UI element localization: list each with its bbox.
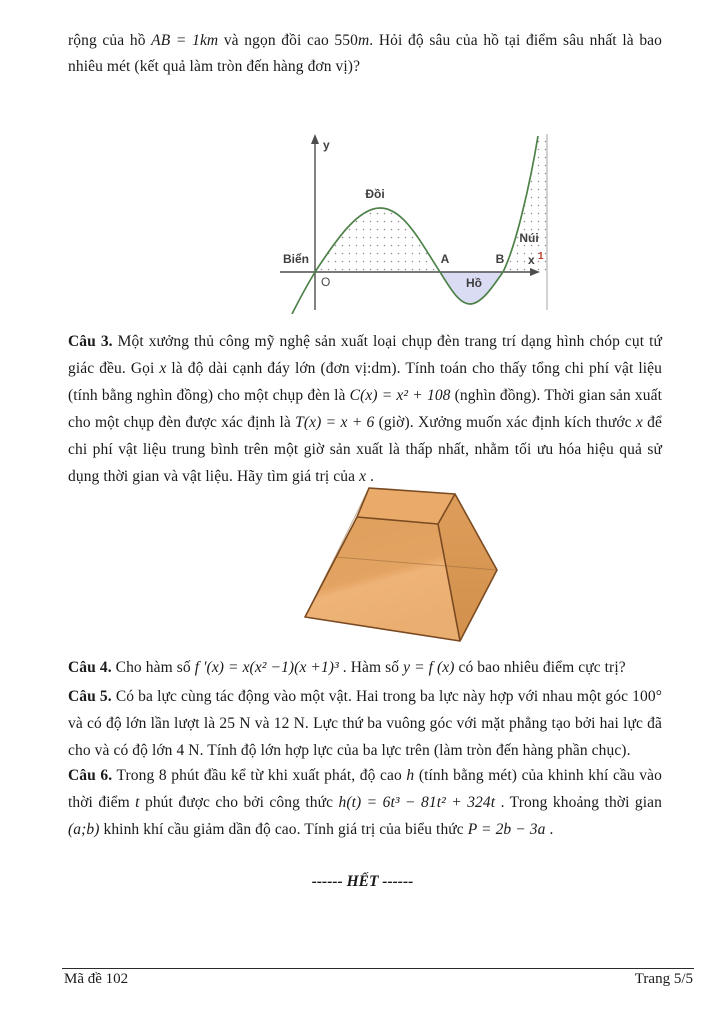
terrain-graph — [278, 132, 550, 314]
mountain-label: Núi — [519, 231, 539, 245]
question-3: Câu 3. Một xưởng thủ công mỹ nghệ sản xuất loại chụp đèn trang trí dạng hình chóp cụt tứ giác đều. Gọi x là độ dài cạnh đáy lớn (đơn vị:dm). Tính toán cho thấy tổng chi phí vật liệu (tính bằng nghìn đồng) cho một chụp đèn là C(x) = x² + 108 (nghìn đồng). Thời gian sản xuất cho một chụp đèn được xác định là T(x) = x + 6 (giờ). Xưởng muốn xác định kích thước x để chi phí vật liệu trung bình trên một giờ sản xuất là thấp nhất, nhằm tối ưu hóa hiệu quả sử dụng thời gian và vật liệu. Hãy tìm giá trị của x . — [68, 333, 663, 485]
hill-label: Đồi — [365, 187, 385, 201]
lake-label: Hồ — [466, 276, 482, 290]
end-marker: ------ HẾT ------ — [311, 873, 414, 890]
x-axis-label: x — [528, 253, 535, 267]
hill-dotted-region — [315, 208, 440, 272]
x-tick-1: 1 — [538, 251, 544, 262]
y-axis-arrow — [311, 134, 319, 144]
footer-page-number: Trang 5/5 — [634, 971, 693, 987]
question-6: Câu 6. Trong 8 phút đầu kể từ khi xuất phát, độ cao h (tính bằng mét) của khinh khí cầu vào thời điểm t phút được cho bởi công thức h(t) = 6t³ − 81t² + 324t . Trong khoảng thời gian (a;b) khinh khí cầu giảm dần độ cao. Tính giá trị của biểu thức P = 2b − 3a . — [68, 767, 662, 838]
frustum-front-face — [305, 517, 460, 641]
frustum-figure — [300, 472, 510, 652]
y-axis-label: y — [323, 138, 330, 152]
question-5: Câu 5. Có ba lực cùng tác động vào một vật. Hai trong ba lực này hợp với nhau một góc 100° và có độ lớn lần lượt là 25 N và 12 N. Lực thứ ba vuông góc với mặt phẳng tạo bởi hai lực đã cho và có độ lớn 4 N. Tính độ lớn hợp lực của ba lực trên (làm tròn đến hàng phần chục). — [68, 688, 662, 759]
footer-rule — [62, 968, 694, 969]
point-b-label: B — [495, 252, 505, 266]
question-4: Câu 4. Cho hàm số f ′(x) = x(x² −1)(x +1)³ . Hàm số y = f (x) có bao nhiêu điểm cực trị? — [68, 659, 626, 676]
origin-label: O — [321, 275, 331, 289]
footer-exam-code: Mã đề 102 — [64, 971, 129, 987]
point-a-label: A — [440, 252, 450, 266]
terrain-graph-figure — [278, 132, 550, 314]
frustum-illustration — [300, 472, 510, 652]
intro-paragraph: rộng của hồ AB = 1km và ngọn đồi cao 550m. Hỏi độ sâu của hồ tại điểm sâu nhất là bao nhiêu mét (kết quả làm tròn đến hàng đơn vị)? — [68, 32, 663, 75]
sea-label: Biển — [283, 252, 310, 266]
